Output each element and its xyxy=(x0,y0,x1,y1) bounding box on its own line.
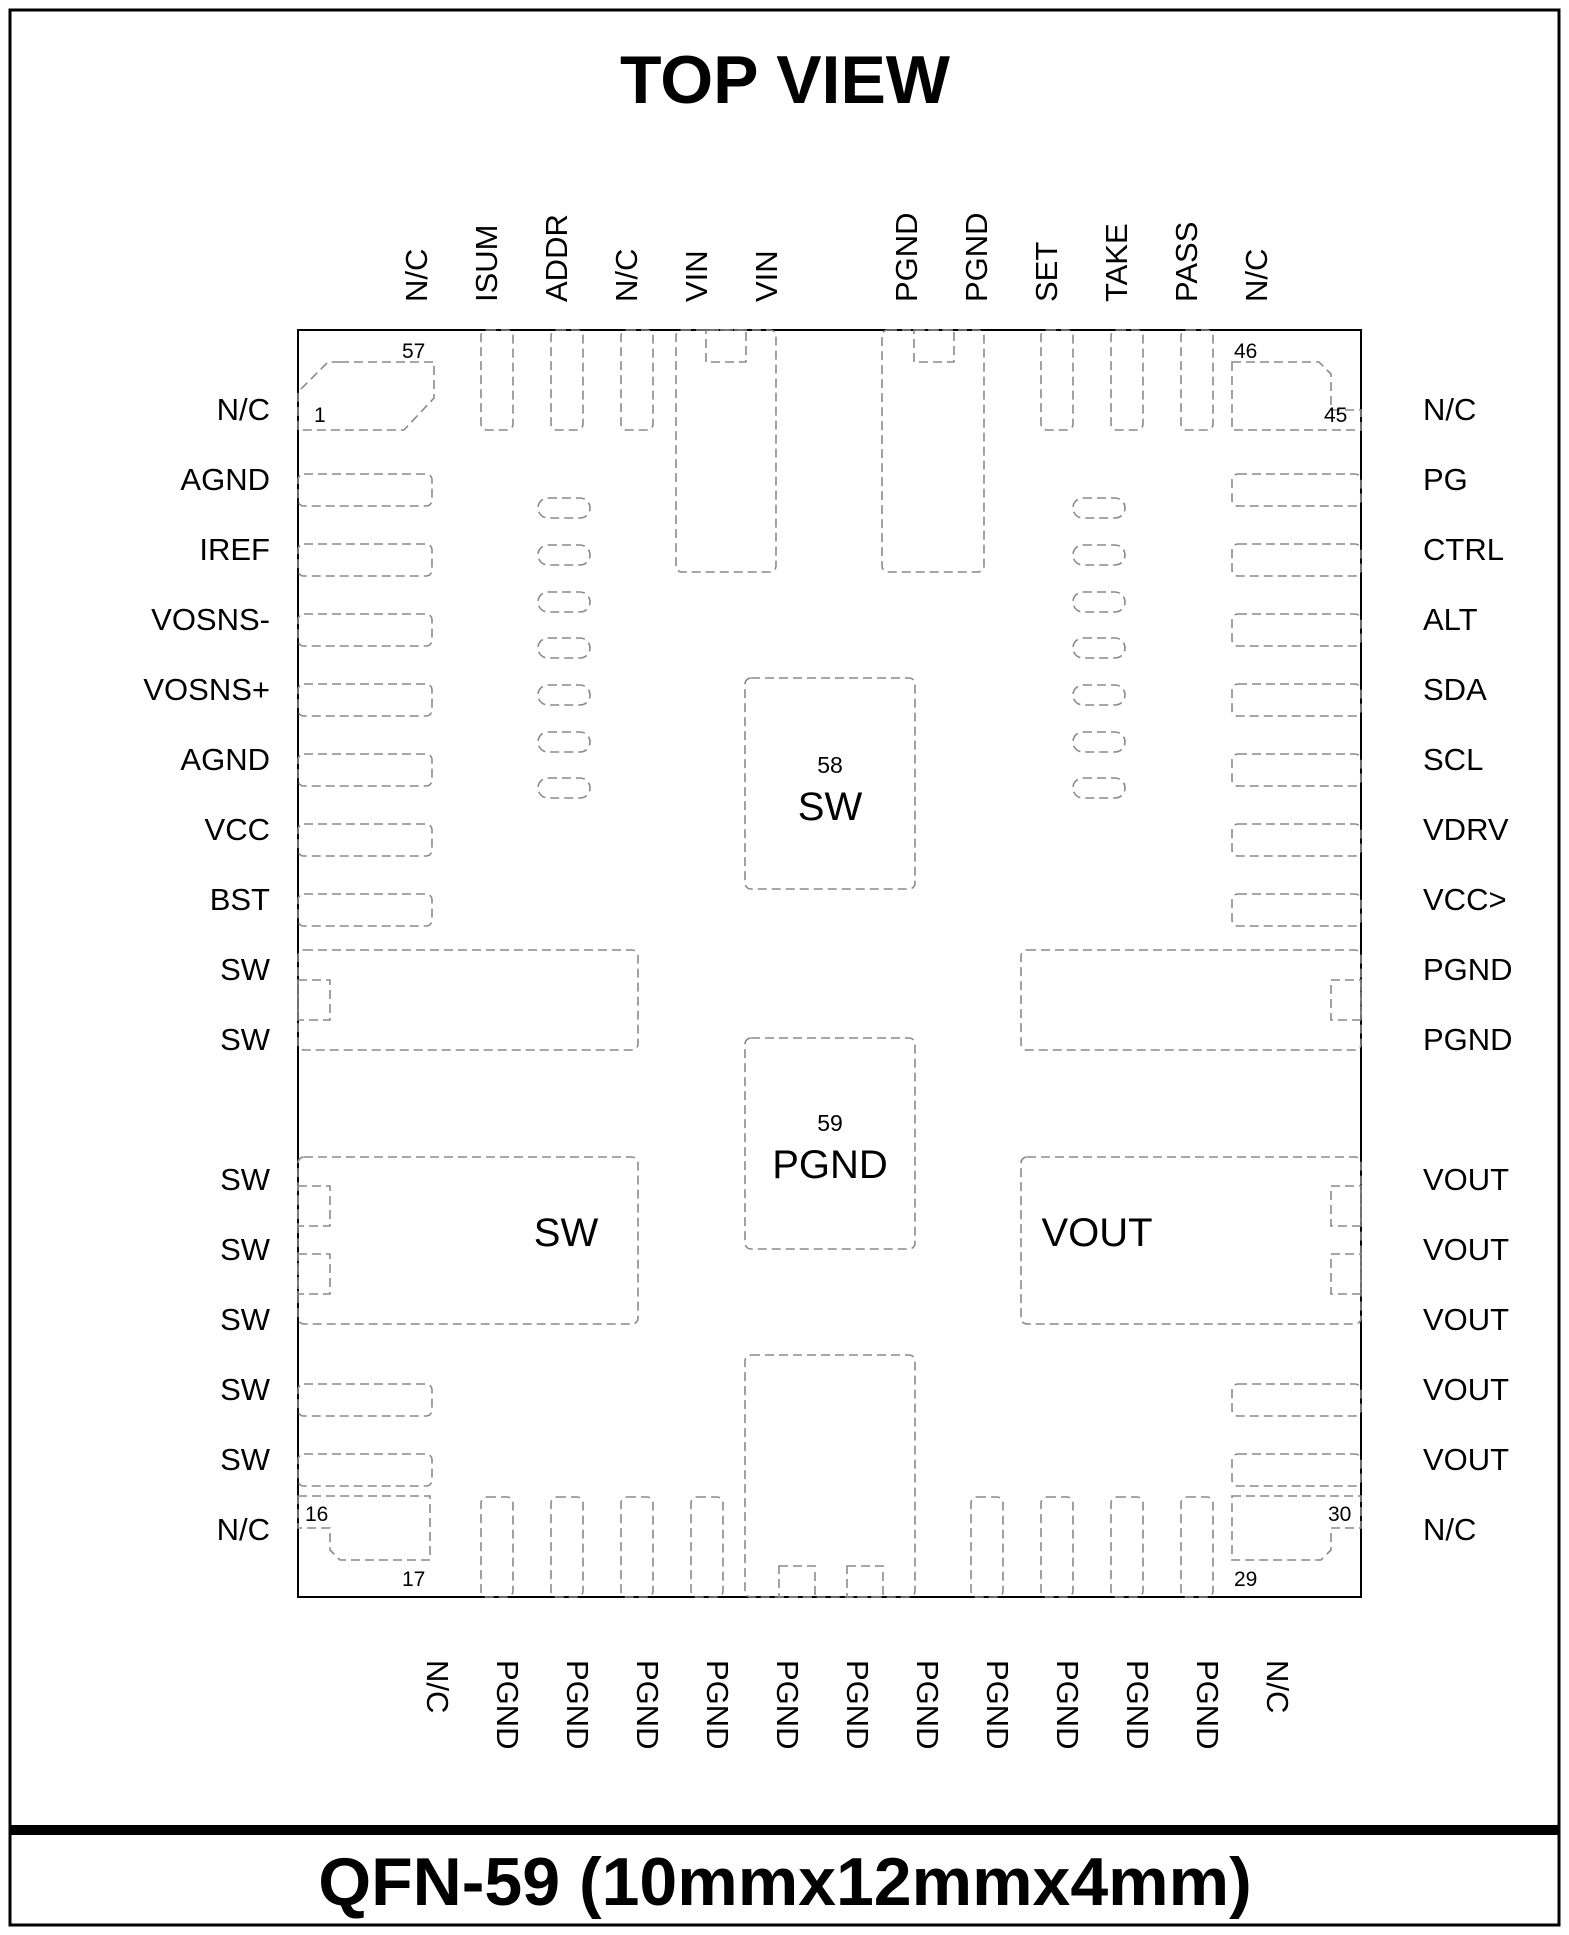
pin-label-bottom-2: PGND xyxy=(490,1660,525,1750)
sw-pad-label: SW xyxy=(533,1211,599,1255)
pin-label-left-15: SW xyxy=(220,1442,270,1477)
right-signal-pad-2 xyxy=(1232,544,1361,576)
pin-label-right-11: VOUT xyxy=(1423,1162,1510,1197)
right-signal-pad-8 xyxy=(1232,1384,1361,1416)
pin-label-left-16: N/C xyxy=(216,1512,270,1547)
pin-number-45: 45 xyxy=(1324,404,1348,427)
pin-label-right-13: VOUT xyxy=(1423,1302,1510,1337)
left-signal-pad-5 xyxy=(298,754,432,786)
pin-label-right-9: PGND xyxy=(1423,952,1513,987)
pin-label-top-3: ADDR xyxy=(539,214,574,302)
pin-label-right-5: SDA xyxy=(1423,672,1487,707)
pin-label-right-6: SCL xyxy=(1423,742,1484,777)
pin-label-top-10: TAKE xyxy=(1099,223,1134,302)
pin-label-left-3: IREF xyxy=(199,532,270,567)
left-signal-pad-9 xyxy=(298,1454,432,1486)
pad-labels xyxy=(534,752,1153,1255)
bottom-pgnd-pad-2 xyxy=(551,1497,583,1597)
vout-pad-label: VOUT xyxy=(1041,1211,1153,1255)
right-signal-pad-9 xyxy=(1232,1454,1361,1486)
pin-label-bottom-9: PGND xyxy=(980,1660,1015,1750)
pin-label-bottom-11: PGND xyxy=(1120,1660,1155,1750)
pin-number-16: 16 xyxy=(305,1503,329,1526)
pgnd-bottom-notch-2 xyxy=(847,1566,883,1597)
pgnd-top-notch xyxy=(914,330,954,362)
pin-label-bottom-6: PGND xyxy=(770,1660,805,1750)
pad-outlines xyxy=(298,330,1361,1597)
pin-label-left-14: SW xyxy=(220,1372,270,1407)
pin-number-29: 29 xyxy=(1234,1568,1258,1591)
pgnd-bottom-notch-1 xyxy=(779,1566,815,1597)
right-signal-pad-7 xyxy=(1232,894,1361,926)
top-signal-pad-4 xyxy=(1041,330,1073,430)
pin-label-left-5: VOSNS+ xyxy=(143,672,270,707)
pin-number-1: 1 xyxy=(314,404,326,427)
bottom-pgnd-pad-5 xyxy=(971,1497,1003,1597)
left-slot-2 xyxy=(538,545,590,565)
pin-label-top-9: SET xyxy=(1029,241,1064,302)
right-signal-pad-3 xyxy=(1232,614,1361,646)
right-signal-pad-1 xyxy=(1232,474,1361,506)
bottom-pgnd-pad-3 xyxy=(621,1497,653,1597)
left-slot-4 xyxy=(538,638,590,658)
pin-label-bottom-7: PGND xyxy=(840,1660,875,1750)
right-slot-5 xyxy=(1073,685,1125,705)
pin-label-top-2: ISUM xyxy=(469,224,504,302)
corner-pads xyxy=(298,362,1361,1560)
pin-label-left-7: VCC xyxy=(204,812,270,847)
pin-label-left-1: N/C xyxy=(216,392,270,427)
pin-label-bottom-12: PGND xyxy=(1190,1660,1225,1750)
right-slot-1 xyxy=(1073,498,1125,518)
pin-number-17: 17 xyxy=(402,1568,426,1591)
pin-label-top-4: N/C xyxy=(609,248,644,302)
pin-label-bottom-5: PGND xyxy=(700,1660,735,1750)
pin-label-right-1: N/C xyxy=(1423,392,1477,427)
right-signal-pad-6 xyxy=(1232,824,1361,856)
sw-large-notch-1 xyxy=(298,1186,330,1226)
top-signal-pad-2 xyxy=(551,330,583,430)
pin-label-right-14: VOUT xyxy=(1423,1372,1510,1407)
right-slot-4 xyxy=(1073,638,1125,658)
right-signal-pad-5 xyxy=(1232,754,1361,786)
left-slot-3 xyxy=(538,592,590,612)
pin-number-30: 30 xyxy=(1328,1503,1352,1526)
pin-label-left-6: AGND xyxy=(180,742,270,777)
left-slot-1 xyxy=(538,498,590,518)
pin-label-left-9: SW xyxy=(220,952,270,987)
right-slot-6 xyxy=(1073,732,1125,752)
left-signal-pad-2 xyxy=(298,544,432,576)
pin-label-right-16: N/C xyxy=(1423,1512,1477,1547)
pad-58-label: SW xyxy=(797,785,863,829)
vout-large-notch-2 xyxy=(1331,1254,1361,1294)
left-signal-pad-8 xyxy=(298,1384,432,1416)
pgnd-top-pad xyxy=(882,330,984,572)
pin-label-right-4: ALT xyxy=(1423,602,1478,637)
pin-label-top-7: PGND xyxy=(889,212,924,302)
pin-label-top-11: PASS xyxy=(1169,221,1204,302)
sw-strip-notch xyxy=(298,980,330,1020)
corner-pin-numbers xyxy=(305,340,1351,1591)
pin-label-top-5: VIN xyxy=(679,250,714,302)
pin-label-top-6: VIN xyxy=(749,250,784,302)
bottom-pgnd-pad-4 xyxy=(691,1497,723,1597)
sw-strip-pad xyxy=(298,950,638,1050)
top-signal-pad-3 xyxy=(621,330,653,430)
diagram-title: TOP VIEW xyxy=(619,42,951,118)
pin-label-top-1: N/C xyxy=(399,248,434,302)
pin-label-bottom-10: PGND xyxy=(1050,1660,1085,1750)
pin-label-left-10: SW xyxy=(220,1022,270,1057)
pgnd-strip-pad xyxy=(1021,950,1361,1050)
pin-number-46: 46 xyxy=(1234,340,1258,363)
left-signal-pad-6 xyxy=(298,824,432,856)
top-signal-pad-1 xyxy=(481,330,513,430)
pin-label-right-12: VOUT xyxy=(1423,1232,1510,1267)
pin-label-left-11: SW xyxy=(220,1162,270,1197)
pin-label-left-8: BST xyxy=(209,882,270,917)
pin-label-bottom-8: PGND xyxy=(910,1660,945,1750)
pin-label-right-3: CTRL xyxy=(1423,532,1504,567)
pin-label-left-12: SW xyxy=(220,1232,270,1267)
pin-label-left-2: AGND xyxy=(180,462,270,497)
left-slot-5 xyxy=(538,685,590,705)
pad-59-label: PGND xyxy=(772,1143,888,1187)
left-signal-pad-7 xyxy=(298,894,432,926)
vin-notch xyxy=(706,330,746,362)
pin-label-right-8: VCC> xyxy=(1423,882,1507,917)
pin-label-right-10: PGND xyxy=(1423,1022,1513,1057)
package-body xyxy=(298,330,1361,1597)
top-signal-pad-5 xyxy=(1111,330,1143,430)
pin-label-top-8: PGND xyxy=(959,212,994,302)
left-slot-6 xyxy=(538,732,590,752)
pin-label-bottom-1: N/C xyxy=(420,1660,455,1714)
bottom-pgnd-pad-1 xyxy=(481,1497,513,1597)
pin-label-bottom-13: N/C xyxy=(1260,1660,1295,1714)
bottom-pgnd-pad-8 xyxy=(1181,1497,1213,1597)
pin-label-bottom-4: PGND xyxy=(630,1660,665,1750)
top-signal-pad-6 xyxy=(1181,330,1213,430)
pgnd-bottom-pad xyxy=(745,1355,915,1597)
pin-label-right-15: VOUT xyxy=(1423,1442,1510,1477)
vin-pad xyxy=(676,330,776,572)
pad-58-number: 58 xyxy=(817,752,843,778)
package-caption: QFN-59 (10mmx12mmx4mm) xyxy=(318,1844,1252,1920)
left-signal-pad-3 xyxy=(298,614,432,646)
right-slot-7 xyxy=(1073,778,1125,798)
left-signal-pad-1 xyxy=(298,474,432,506)
right-slot-3 xyxy=(1073,592,1125,612)
pin-label-right-7: VDRV xyxy=(1423,812,1509,847)
pad-59-number: 59 xyxy=(817,1110,843,1136)
pin-labels xyxy=(143,212,1512,1749)
left-slot-7 xyxy=(538,778,590,798)
right-signal-pad-4 xyxy=(1232,684,1361,716)
pin-label-left-13: SW xyxy=(220,1302,270,1337)
pad-58 xyxy=(745,678,915,889)
pin-number-57: 57 xyxy=(402,340,426,363)
vout-large-notch-1 xyxy=(1331,1186,1361,1226)
bottom-pgnd-pad-7 xyxy=(1111,1497,1143,1597)
pin-label-bottom-3: PGND xyxy=(560,1660,595,1750)
pin-label-right-2: PG xyxy=(1423,462,1468,497)
right-slot-2 xyxy=(1073,545,1125,565)
bottom-pgnd-pad-6 xyxy=(1041,1497,1073,1597)
pgnd-strip-notch xyxy=(1331,980,1361,1020)
pin-label-top-12: N/C xyxy=(1239,248,1274,302)
pin-label-left-4: VOSNS- xyxy=(151,602,270,637)
sw-large-notch-2 xyxy=(298,1254,330,1294)
left-signal-pad-4 xyxy=(298,684,432,716)
